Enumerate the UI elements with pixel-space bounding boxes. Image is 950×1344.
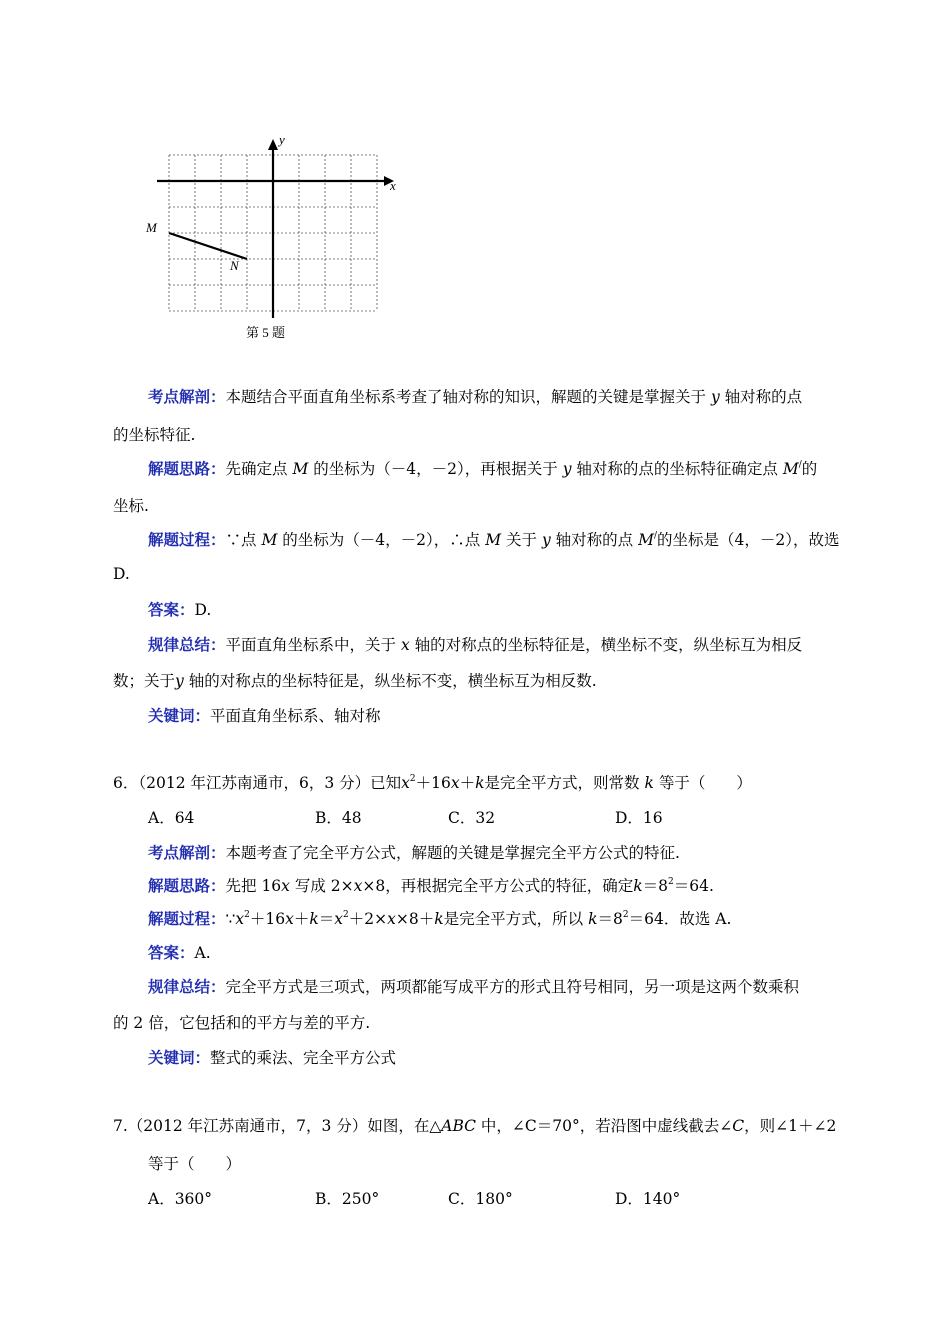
q5-guocheng-line2: D. (113, 565, 130, 583)
q6-gc-exp3: 2 (622, 910, 629, 920)
q6-kaodian-label: 考点解剖： (148, 843, 226, 862)
q5-silu-prime: / (798, 460, 802, 470)
q7-stem (113, 1114, 836, 1136)
q6-k: k (475, 774, 485, 792)
q6-guilv-label: 规律总结： (148, 977, 226, 996)
q5-silu-line2: 坐标. (113, 497, 149, 515)
y-axis-arrow (268, 139, 278, 150)
q6-gc-k2: k (434, 910, 444, 928)
q6-stem (113, 771, 752, 793)
q6-stem-c: ＋ (459, 774, 476, 792)
figure-caption: 第 5 题 (246, 325, 286, 340)
q7-option-b: B．250° (315, 1190, 380, 1208)
q5-gc-m: M (261, 531, 278, 549)
q6-option-c: C．32 (448, 809, 496, 827)
q5-guocheng-label: 解题过程： (148, 530, 226, 549)
q6-silu-x: x (281, 877, 290, 895)
q6-guocheng-line (148, 907, 731, 929)
coordinate-figure (0, 0, 950, 360)
q6-option-a: A．64 (148, 809, 195, 827)
q5-silu-label: 解题思路： (148, 459, 226, 478)
q6-gc-e: ＋2× (348, 910, 388, 928)
q5-gl-2v: y (175, 672, 184, 690)
q6-gc-d: ＝ (318, 910, 335, 928)
q6-gc-x2: x (285, 910, 294, 928)
q6-silu-e: ＝64. (673, 877, 714, 895)
q6-guocheng-label: 解题过程： (148, 909, 226, 928)
q5-gc-prime: / (654, 531, 658, 541)
q6-gc-a: ∵ (225, 910, 236, 928)
q6-exp: 2 (409, 774, 416, 784)
q5-gc-m2: M (485, 531, 502, 549)
q6-gc-x: x (235, 910, 245, 928)
q5-gc-d: 轴对称的点 (555, 531, 634, 549)
q6-stem-a: （2012 年江苏南通市，6，3 分）已知 (138, 774, 402, 792)
segment-mn (169, 233, 247, 259)
q5-gl-v: x (400, 636, 410, 654)
q5-daan-line (148, 598, 211, 620)
q5-gc-m3: M (638, 531, 654, 549)
q6-daan-line (148, 941, 211, 963)
q6-guilv-line2: 的 2 倍，它包括和的平方与差的平方. (113, 1014, 371, 1032)
q6-guanjian-text: 整式的乘法、完全平方公式 (210, 1049, 397, 1067)
q5-gc-b: 的坐标为（－4，－2），∴点 (282, 531, 481, 549)
q5-gc-c: 关于 (506, 531, 538, 549)
q5-silu-v: y (562, 460, 572, 478)
q6-guilv-line1 (148, 975, 799, 997)
q6-gc-h: ＝8 (597, 910, 623, 928)
q5-gl-b: 轴的对称点的坐标特征是，横坐标不变，纵坐标互为相反 (414, 636, 803, 654)
q7-stem-a: （2012 年江苏南通市，7，3 分）如图，在△ (127, 1117, 442, 1135)
q5-guilv-label: 规律总结： (148, 635, 226, 654)
q5-guanjian-label: 关键词： (148, 706, 211, 725)
q6-guilv-text: 完全平方式是三项式，两项都能写成平方的形式且符号相同，另一项是这两个数乘积 (225, 978, 800, 996)
q6-guanjian-label: 关键词： (148, 1048, 211, 1067)
q6-k2: k (644, 774, 654, 792)
q6-gc-x4: x (387, 910, 396, 928)
q5-gl-2b: 轴的对称点的坐标特征是，纵坐标不变，横坐标互为相反数. (188, 672, 597, 690)
q6-option-b: B．48 (315, 809, 362, 827)
q5-kaodian-label: 考点解剖： (148, 387, 226, 406)
axis-x-label: x (390, 178, 396, 193)
q6-silu-line (148, 874, 714, 896)
q5-guilv-line1 (148, 633, 802, 655)
q5-silu-d: 的 (801, 460, 818, 478)
q5-kaodian-line1 (148, 385, 802, 407)
q6-x2: x (450, 774, 460, 792)
q6-gc-i: ＝64．故选 A. (628, 910, 732, 928)
q6-silu-exp: 2 (668, 877, 674, 887)
q5-silu-a: 先确定点 (225, 460, 288, 478)
q6-number: 6． (113, 774, 139, 792)
q5-kaodian-text-b: 轴对称的点 (724, 388, 803, 406)
q5-gc-e: 的坐标是（4，－2），故选 (657, 531, 840, 549)
q6-gc-c: ＋ (293, 910, 310, 928)
q5-guocheng-line1 (148, 528, 840, 550)
q6-guanjian-line (148, 1046, 396, 1068)
q6-silu-b: 写成 2× (294, 877, 354, 895)
q5-silu-c: 轴对称的点的坐标特征确定点 (576, 460, 778, 478)
q6-daan-label: 答案： (148, 943, 195, 962)
q6-stem-d: 是完全平方式，则常数 (484, 774, 640, 792)
point-m-label: M (146, 220, 157, 235)
q5-daan-text: D. (194, 601, 212, 619)
q7-option-d: D．140° (615, 1190, 681, 1208)
q7-stem-b: 中，∠C＝70°，若沿图中虚线截去∠ (480, 1117, 733, 1135)
q6-gc-k: k (309, 910, 319, 928)
q6-stem-b: ＋16 (415, 774, 451, 792)
q6-stem-e: 等于（ ） (658, 774, 752, 792)
q6-silu-a: 先把 16 (225, 877, 282, 895)
q6-option-d: D．16 (615, 809, 663, 827)
q5-guanjian-line (148, 704, 381, 726)
q6-gc-b: ＋16 (249, 910, 286, 928)
q6-daan-text: A. (194, 944, 211, 962)
q5-gc-v: y (541, 531, 551, 549)
q5-var: y (710, 388, 720, 406)
q7-stem-line2: 等于（ ） (148, 1155, 242, 1173)
q5-silu-line1 (148, 457, 817, 479)
q6-gc-exp1: 2 (244, 910, 250, 920)
q6-kaodian-line (148, 841, 680, 863)
axis-y-label: y (279, 132, 285, 147)
q6-gc-k3: k (588, 910, 598, 928)
q7-option-c: C．180° (448, 1190, 513, 1208)
q5-kaodian-line2: 的坐标特征. (113, 426, 196, 444)
q6-kaodian-text: 本题考查了完全平方公式，解题的关键是掌握完全平方公式的特征. (225, 844, 680, 862)
q5-guanjian-text: 平面直角坐标系、轴对称 (210, 707, 381, 725)
q5-daan-label: 答案： (148, 600, 195, 619)
q5-silu-m2: M (782, 460, 799, 478)
q7-number: 7. (113, 1117, 128, 1135)
q7-c: C (732, 1117, 745, 1135)
q5-gl-2a: 数；关于 (113, 672, 176, 690)
q5-silu-b: 的坐标为（－4，－2），再根据关于 (313, 460, 558, 478)
q5-silu-m: M (292, 460, 309, 478)
q6-gc-x3: x (334, 910, 344, 928)
q6-x: x (401, 774, 410, 792)
q6-silu-c: ×8，再根据完全平方公式的特征，确定 (362, 877, 634, 895)
q7-abc: ABC (441, 1117, 476, 1135)
point-n-label: N (230, 258, 239, 273)
q7-option-a: A．360° (148, 1190, 213, 1208)
q6-silu-d: ＝8 (642, 877, 669, 895)
q6-gc-exp2: 2 (343, 910, 349, 920)
q6-gc-f: ×8＋ (395, 910, 435, 928)
q5-guilv-line2 (113, 669, 597, 691)
q7-stem-d: ，则∠1＋∠2 (744, 1117, 837, 1135)
q6-silu-k: k (633, 877, 643, 895)
q5-gc-a: ∵点 (225, 531, 257, 549)
q6-gc-g: 是完全平方式，所以 (443, 910, 584, 928)
q5-gl-a: 平面直角坐标系中，关于 (225, 636, 397, 654)
q5-kaodian-text: 本题结合平面直角坐标系考查了轴对称的知识，解题的关键是掌握关于 (225, 388, 707, 406)
q6-silu-label: 解题思路： (148, 876, 226, 895)
q6-silu-x2: x (353, 877, 363, 895)
